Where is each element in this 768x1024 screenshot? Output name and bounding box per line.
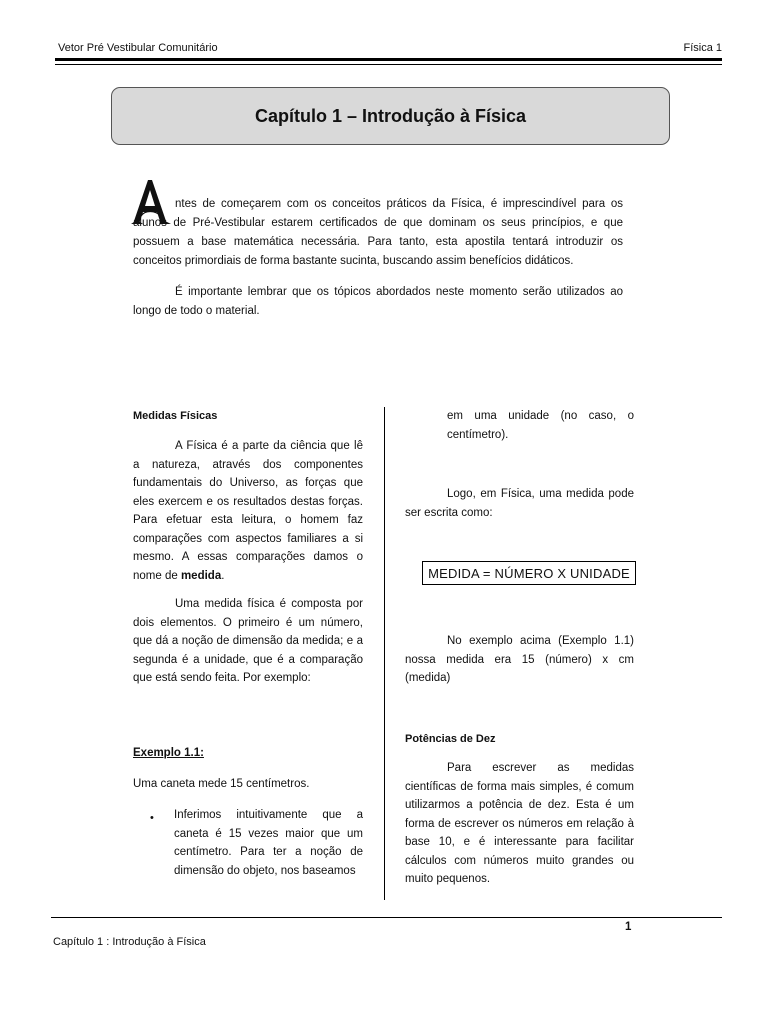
- logo-paragraph: Logo, em Física, uma medida pode ser escrita como:: [405, 488, 634, 519]
- formula-box: [422, 561, 636, 585]
- section-title-potencias: Potências de Dez: [405, 733, 496, 745]
- header-rule-thin: [55, 64, 722, 65]
- intro-paragraph-1: [133, 195, 623, 271]
- header-subject: Física 1: [683, 42, 722, 54]
- page-number: 1: [625, 921, 632, 933]
- intro-paragraph-2: É importante lembrar que os tópicos abordados neste momento serão utilizados ao longo de todo o material.: [133, 286, 623, 317]
- bullet-marker: •: [150, 812, 154, 824]
- header-rule-thick: [55, 58, 722, 61]
- example-note: No exemplo acima (Exemplo 1.1) nossa medida era 15 (número) x cm (medida): [405, 635, 634, 684]
- column-divider: [384, 407, 385, 900]
- footer-chapter: Capítulo 1 : Introdução à Física: [53, 936, 206, 948]
- example-title: Exemplo 1.1:: [133, 747, 204, 759]
- medida-bold-term: medida: [180, 569, 222, 582]
- intro-paragraph-1-text: ntes de começarem com os conceitos práticos da Física, é imprescindível para os alunos de Pré-Vestibular estarem certificados de que dominam os seus princípios, e que possuem a base matemática necessária. Para tanto, esta apostila tentará introduzir os conceitos primordiais de forma bastante sucinta, buscando assim benefícios didáticos.: [133, 198, 623, 267]
- header-title: Vetor Pré Vestibular Comunitário: [58, 42, 218, 54]
- medidas-paragraph-1: [133, 437, 363, 585]
- formula-text: MEDIDA = NÚMERO X UNIDADE: [428, 565, 630, 581]
- medidas-paragraph-2: Uma medida física é composta por dois elementos. O primeiro é um número, que dá a noção de dimensão da medida; e a segunda é a unidade, que é a comparação que está sendo feita. Por exemplo:: [133, 598, 363, 684]
- continuation-text: em uma unidade (no caso, o centímetro).: [447, 410, 634, 441]
- footer-rule: [51, 917, 722, 918]
- chapter-title: Capítulo 1 – Introdução à Física: [254, 105, 527, 126]
- bullet-text: Inferimos intuitivamente que a caneta é 15 vezes maior que um centímetro. Para ter a noção de dimensão do objeto, nos baseamos: [174, 809, 363, 877]
- section-title-medidas: Medidas Físicas: [133, 410, 218, 422]
- medidas-paragraph-1-text: A Física é a parte da ciência que lê a natureza, através dos componentes fundamentais do Universo, as forças que eles exercem e os resultados destas forças. Para efetuar esta leitura, o homem faz comparações com aspectos familiares a si mesmo. A essas comparações damos o nome de: [133, 440, 363, 582]
- medidas-paragraph-1-end: .: [221, 569, 225, 582]
- chapter-title-box: [111, 87, 670, 145]
- potencias-paragraph: Para escrever as medidas científicas de forma mais simples, é comum utilizarmos a potência de dez. Esta é um forma de escrever os números em relação à base 10, e é interessante para facilitar cálculos com números muito grandes ou muito pequenos.: [405, 762, 634, 885]
- example-text: Uma caneta mede 15 centímetros.: [133, 778, 310, 790]
